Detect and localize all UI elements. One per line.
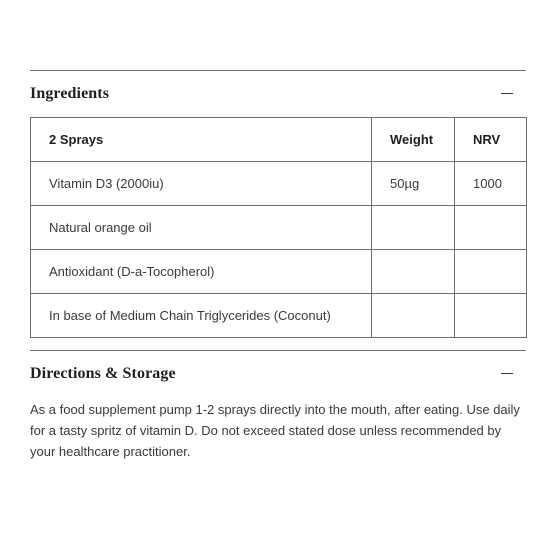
directions-header[interactable]: [30, 351, 526, 397]
directions-title: Directions & Storage: [30, 365, 176, 382]
ingredient-weight: 50µg: [372, 162, 455, 206]
ingredient-nrv: [455, 250, 527, 294]
column-header-serving: 2 Sprays: [31, 118, 372, 162]
collapse-minus-icon[interactable]: [501, 368, 513, 380]
ingredient-weight: [372, 294, 455, 338]
table-row: [31, 162, 527, 206]
ingredient-name: Natural orange oil: [31, 206, 372, 250]
ingredient-weight: [372, 250, 455, 294]
column-header-weight: Weight: [372, 118, 455, 162]
ingredient-weight: [372, 206, 455, 250]
table-row: [31, 250, 527, 294]
ingredient-nrv: [455, 294, 527, 338]
collapse-minus-icon[interactable]: [501, 88, 513, 100]
ingredients-header[interactable]: [30, 71, 526, 117]
table-row: [31, 206, 527, 250]
ingredients-table-wrapper: [30, 117, 526, 338]
ingredient-nrv: 1000: [455, 162, 527, 206]
ingredient-nrv: [455, 206, 527, 250]
table-header-row: [31, 118, 527, 162]
directions-body: As a food supplement pump 1-2 sprays directly into the mouth, after eating. Use daily for a tasty spritz of vitamin D. Do not exceed stated dose unless recommended by your healthcare practitioner.: [30, 402, 520, 459]
ingredient-name: Antioxidant (D-a-Tocopherol): [31, 250, 372, 294]
column-header-nrv: NRV: [455, 118, 527, 162]
table-row: [31, 294, 527, 338]
ingredients-table: [30, 117, 527, 338]
ingredients-title: Ingredients: [30, 85, 110, 102]
product-info-accordion: [30, 70, 526, 462]
ingredient-name: In base of Medium Chain Triglycerides (Coconut): [31, 294, 372, 338]
ingredient-name: Vitamin D3 (2000iu): [31, 162, 372, 206]
